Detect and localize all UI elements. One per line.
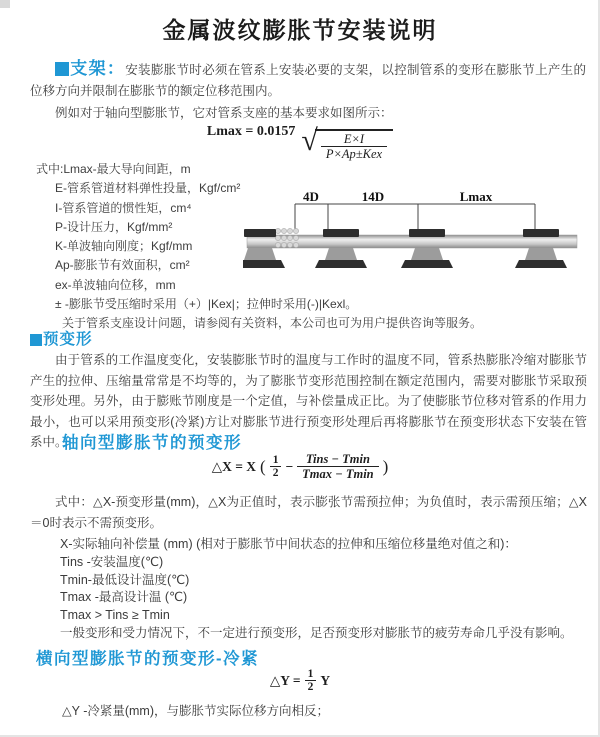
axial-formula — [0, 452, 600, 481]
one-half-fraction — [305, 668, 317, 693]
axial-line: X-实际轴向补偿量 (mm) (相对于膨胀节中间状态的拉伸和压缩位移量绝对值之和)： — [60, 537, 517, 551]
minus-sign: − — [285, 458, 294, 474]
scan-corner-mark — [0, 0, 10, 8]
predeform-section-heading — [30, 327, 93, 349]
radical-sign-icon: √ — [301, 124, 318, 157]
axial-subheading: 轴向型膨胀节的预变形 — [62, 434, 242, 452]
definition-line: Ap-膨胀节有效面积，cm² — [55, 258, 190, 273]
page-title: 金属波纹膨胀节安装说明 — [162, 17, 438, 43]
support-section-label: 支架： — [70, 59, 126, 78]
temperature-fraction — [297, 452, 378, 481]
section-square-icon — [55, 62, 69, 76]
lmax-formula — [0, 124, 600, 161]
lmax-fraction-numerator: E×I — [343, 132, 365, 146]
temp-fraction-denominator: Tmax − Tmin — [297, 466, 378, 481]
lmax-fraction-denominator: P×Ap±Kex — [321, 146, 387, 161]
transverse-formula — [0, 668, 600, 693]
transverse-subheading: 横向型膨胀节的预变形-冷紧 — [36, 650, 259, 668]
section-square-icon — [30, 334, 42, 346]
support-intro-text: 安装膨胀节时必须在管系上安装必要的支架，以控制管系的变形在膨胀节上产生的位移方向并限制在膨胀节的额定位移范围内。 — [30, 63, 586, 98]
support-intro-line — [30, 58, 586, 102]
axial-line: Tins -安装温度(℃) — [60, 554, 164, 569]
predeform-section-label: 预变形 — [43, 331, 93, 348]
definition-line: K-单波轴向刚度；Kgf/mm — [55, 239, 193, 254]
definition-line: E-管系管道材料弹性投量，Kgf/cm² — [55, 181, 241, 196]
half-denominator: 2 — [305, 680, 317, 693]
definition-line: P-设计压力，Kgf/mm² — [55, 219, 173, 234]
half-numerator: 1 — [307, 668, 314, 680]
lmax-fraction — [321, 132, 387, 161]
axial-formula-lhs: △X = X — [211, 458, 257, 474]
one-half-fraction — [270, 454, 282, 479]
axial-where-text: 式中：△X-预变形量(mm)，△X为正值时，表示膨张节需预拉伸；为负值时，表示需预压缩；△X＝0时表示不需预变形。 — [30, 495, 587, 530]
dim-label-14d: 14D — [361, 190, 385, 204]
definition-line: ex-单波轴向位移，mm — [55, 277, 176, 292]
service-note: 关于管系支座设计问题，请参阅有关资料，本公司也可为用户提供咨询等服务。 — [62, 316, 483, 331]
close-paren: ) — [382, 456, 389, 476]
axial-definitions-block — [30, 492, 587, 643]
predeform-body-text: 由于管系的工作温度变化，安装膨胀节时的温度与工作时的温度不同，管系热膨胀冷缩对膨胀节产生的拉伸、压缩量常常是不均等的，为了膨胀节变形范围控制在额定范围内，需要对膨胀节采取预变形处理。另外，由于膨账节刚度是一个定值，与补偿量成正比。为了使膨胀节位移对管系的作用力最小，也可以采用预变形(冷紧)方让对膨胀节进行预变形处理后再将膨胀节在预变形状态下安装在管系中。 — [30, 353, 587, 449]
pipe-support-diagram — [243, 190, 595, 278]
temp-fraction-numerator: Tins − Tmin — [305, 452, 370, 466]
square-root — [301, 124, 393, 161]
dimension-line — [295, 204, 535, 232]
plus-minus-note: ± -膨胀节受压缩时采用（+）|Kex|；拉伸时采用(-)|Kexl。 — [55, 297, 358, 312]
support-section — [30, 58, 586, 124]
dim-label-4d: 4D — [303, 190, 319, 204]
axial-line: Tmax -最高设计温 (℃) — [60, 590, 188, 605]
axial-line: 一般变形和受力情况下，不一定进行预变形，足否预变形对膨胀节的疲劳寿命几乎没有影响。 — [60, 625, 573, 640]
half-numerator: 1 — [272, 454, 279, 466]
half-denominator: 2 — [270, 466, 282, 479]
transverse-formula-lhs: △Y = — [269, 672, 301, 688]
definition-line: I-管系管道的惯性矩，cm⁴ — [55, 200, 192, 215]
support-example-text: 例如对于轴向型膨胀节，它对管系支座的基本要求如图所示： — [55, 106, 393, 120]
axial-line: Tmax > Tins ≥ Tmin — [60, 608, 170, 623]
transverse-formula-rhs: Y — [320, 672, 331, 688]
where-line: 式中:Lmax-最大导向间距，m — [36, 162, 191, 176]
open-paren: ( — [260, 456, 266, 476]
sqrt-contents — [315, 129, 393, 161]
lmax-formula-lhs: Lmax = 0.0157 — [206, 124, 296, 139]
cold-tightening-note: △Y -冷紧量(mm)，与膨胀节实际位移方向相反； — [62, 704, 330, 718]
dim-label-lmax: Lmax — [459, 190, 493, 204]
axial-line: Tmin-最低设计温度(℃) — [60, 572, 190, 587]
